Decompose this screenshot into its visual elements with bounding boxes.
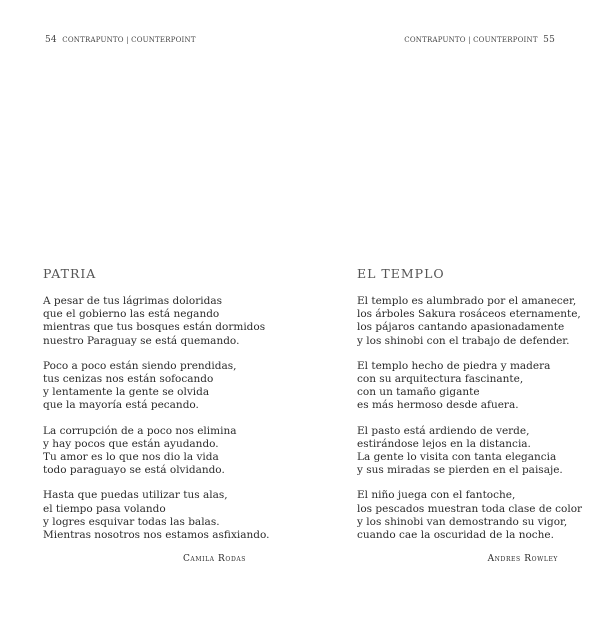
poem-line: y sus miradas se pierden en el paisaje. — [357, 464, 563, 477]
poem-title: EL TEMPLO — [357, 266, 445, 281]
poem-line: y lentamente la gente se olvida — [43, 386, 210, 399]
poem-line: El pasto está ardiendo de verde, — [357, 424, 530, 437]
poem-line: cuando cae la oscuridad de la noche. — [357, 529, 554, 542]
poem-line: que el gobierno las está negando — [43, 308, 220, 321]
stanza — [357, 360, 582, 413]
stanza — [357, 295, 582, 348]
poem-line: Hasta que puedas utilizar tus alas, — [43, 489, 228, 502]
poem-line: todo paraguayo se está olvidando. — [43, 464, 225, 477]
poem-line: El templo es alumbrado por el amanecer, — [357, 295, 577, 307]
poem-line: A pesar de tus lágrimas doloridas — [43, 295, 222, 307]
poem-line: con un tamaño gigante — [357, 386, 480, 399]
poem-patria — [43, 266, 268, 564]
poem-line: los pájaros cantando apasionadamente — [357, 321, 565, 334]
poem-line: Tu amor es lo que nos dio la vida — [43, 451, 219, 464]
left-page-header — [42, 35, 196, 45]
poem-el-templo — [357, 266, 582, 564]
poem-line: estirándose lejos en la distancia. — [357, 437, 531, 450]
stanza — [43, 360, 268, 413]
poem-line: El niño juega con el fantoche, — [357, 489, 516, 502]
poem-line: los árboles Sakura rosáceos eternamente, — [357, 308, 581, 321]
poem-line: La gente lo visita con tanta elegancia — [357, 451, 557, 464]
stanza — [357, 425, 582, 478]
poem-line: que la mayoría está pecando. — [43, 399, 199, 412]
poem-author: Camila Rodas — [182, 554, 246, 565]
poem-line: nuestro Paraguay se está quemando. — [43, 334, 240, 347]
poem-line: y los shinobi van demostrando su vigor, — [357, 515, 568, 528]
stanza — [43, 295, 268, 348]
poem-line: Mientras nosotros nos estamos asfixiando. — [43, 529, 270, 542]
stanza — [43, 425, 268, 478]
poem-line: el tiempo pasa volando — [43, 502, 166, 515]
poem-line: es más hermoso desde afuera. — [357, 399, 519, 412]
poem-line: tus cenizas nos están sofocando — [43, 373, 214, 386]
poem-line: y logres esquivar todas las balas. — [43, 515, 220, 528]
right-running-head: CONTRAPUNTO | COUNTERPOINT — [404, 36, 538, 44]
poem-line: y hay pocos que están ayudando. — [43, 437, 219, 450]
right-page-header — [404, 35, 558, 45]
poem-line: con su arquitectura fascinante, — [357, 373, 524, 386]
poem-line: La corrupción de a poco nos elimina — [43, 424, 237, 437]
poem-line: los pescados muestran toda clase de color — [357, 502, 583, 515]
right-page-number: 55 — [543, 35, 555, 45]
poem-author: Andres Rowley — [487, 554, 558, 565]
left-running-head: CONTRAPUNTO | COUNTERPOINT — [62, 36, 196, 44]
poem-title: PATRIA — [43, 266, 97, 281]
left-page-number: 54 — [45, 35, 57, 45]
poem-line: y los shinobi con el trabajo de defender. — [357, 334, 570, 347]
poem-line: mientras que tus bosques están dormidos — [43, 321, 266, 334]
stanza — [357, 489, 582, 542]
stanza — [43, 489, 268, 542]
poem-line: El templo hecho de piedra y madera — [357, 359, 551, 372]
poem-line: Poco a poco están siendo prendidas, — [43, 359, 237, 372]
